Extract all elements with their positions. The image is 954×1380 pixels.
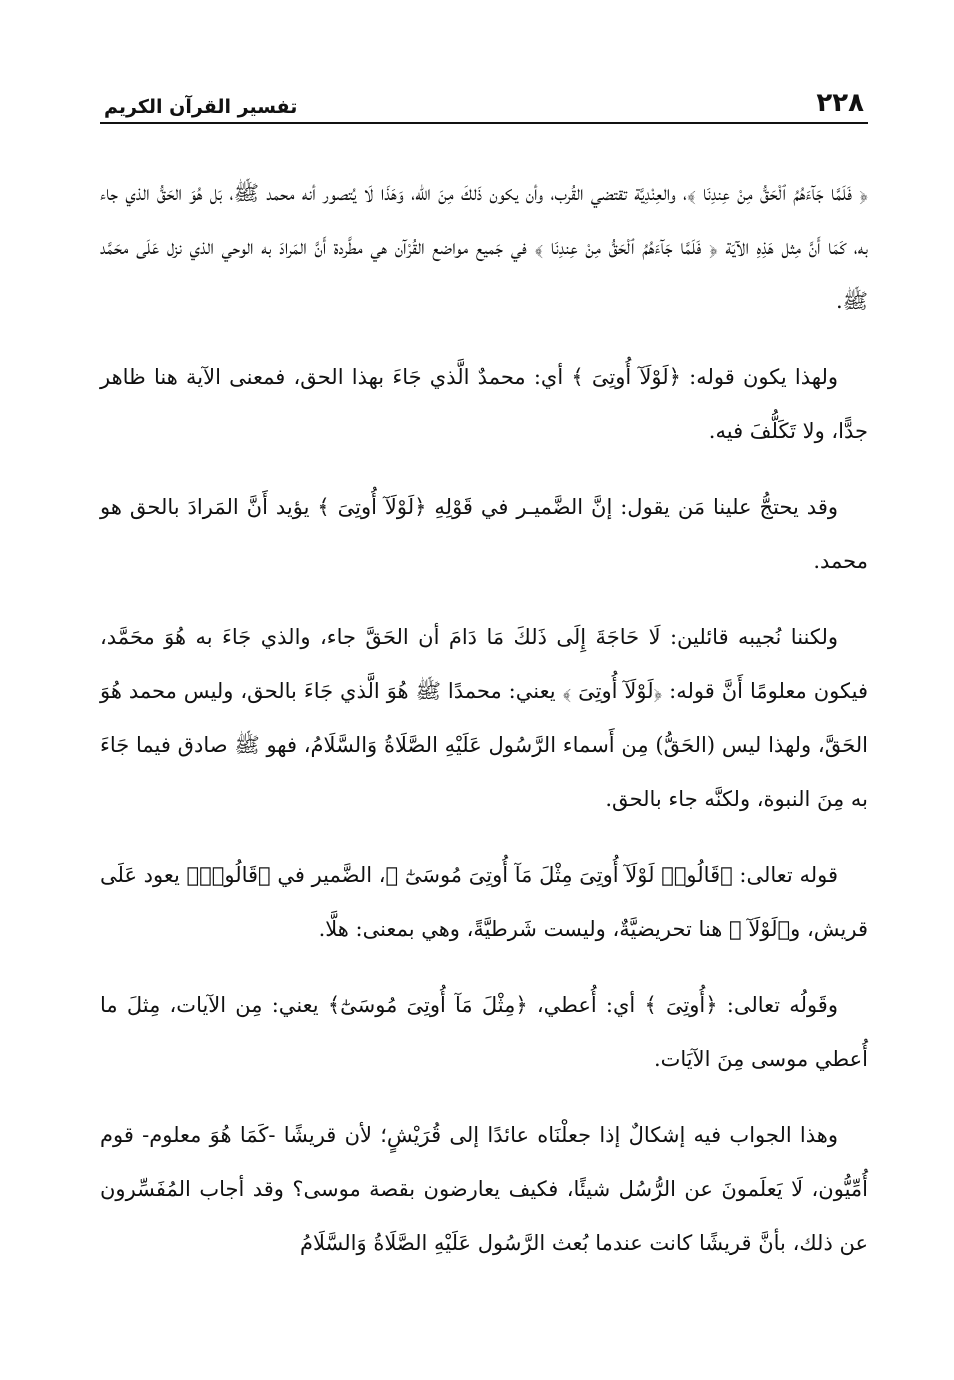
- book-title: تفسير القرآن الكريم: [104, 96, 298, 118]
- page-number: ٢٢٨: [816, 88, 864, 118]
- paragraph: وقد يحتجُّ علينا مَن يقول: إنَّ الضَّميـر في قَوْلِهِ ﴿لَوْلَآ أُوتِىَ ﴾ يؤيد أَنَّ المَرادَ بالحق هو محمد.: [100, 495, 868, 573]
- paragraph: قوله تعالى: ﴿قَالُوا۟ لَوْلَآ أُوتِىَ مِثْلَ مَآ أُوتِىَ مُوسَىٰٓ ﴾، الضَّمير في ﴿قَالُوا۟﴾ يعود عَلَى قريش، و﴿لَوْلَآ ﴾ هنا تحريضيَّةٌ، وليست شَرطيَّةً، وهي بمعنى: هلَّا.: [100, 863, 868, 941]
- paragraph: ﴿ فَلَمَّا جَآءَهُمُ ٱلْحَقُّ مِنْ عِندِنَا ﴾، والعِنْدِيَّة تقتضي القُرب، وأن يكون ذَلكَ مِنَ الله، وَهَذَا لَا يُتصور أنه محمد ﷺ، بَل هُوَ الحَقُّ الذي جاء به، كَمَا أَنَّ مِثل هَذِهِ الآيَة ﴿ فَلَمَّا جَآءَهُمُ ٱلْحَقُّ مِنْ عِندِنَا ﴾ في جَميع مواضع القُرْآن هي مطَّردة أَنَّ المَرادَ به الوحي الذي نزل عَلَى محَمَّد ﷺ.: [100, 181, 868, 313]
- paragraph: ولهذا يكون قوله: ﴿لَوْلَآ أُوتِىَ ﴾ أي: محمدٌ الَّذي جَاءَ بهذا الحق، فمعنى الآية هنا ظاهر جدًّا، ولا تَكَلُّفَ فيه.: [100, 365, 868, 443]
- body-text: [100, 166, 868, 1270]
- paragraph: وقَولُه تعالى: ﴿أُوتِىَ ﴾ أي: أُعطي، ﴿مِثْلَ مَآ أُوتِىَ مُوسَىٰٓ﴾ يعني: مِن الآيات، مِثلَ ما أُعطي موسى مِنَ الآيَات.: [100, 993, 868, 1071]
- book-page: [100, 78, 868, 1318]
- paragraph: ولكننا نُجيبه قائلين: لَا حَاجَةَ إِلَى ذَلكَ مَا دَامَ أن الحَقَّ جاء، والذي جَاءَ به هُوَ محَمَّد، فيكون معلومًا أَنَّ قوله: ﴿لَوْلَآ أُوتِىَ ﴾ يعني: محمدًا ﷺ هُوَ الَّذي جَاءَ بالحق، وليس محمد هُوَ الحَقَّ، ولهذا ليس (الحَقُّ) مِن أَسماء الرَّسُول عَلَيْهِ الصَّلَاةُ وَالسَّلَامُ، فهو ﷺ صادق فيما جَاءَ به مِنَ النبوة، ولكنَّه جاء بالحق.: [100, 625, 868, 811]
- paragraph: وهذا الجواب فيه إشكالٌ إذا جعلْنَاه عائدًا إلى قُرَيْشٍ؛ لأن قريشًا -كَمَا هُوَ معلوم- قوم أُمِّيُّون، لَا يَعلَمونَ عن الرُّسُل شيئًا، فكيف يعارضون بقصة موسى؟ وقد أجاب المُفَسِّرون عن ذلك، بأنَّ قريشًا كانت عندما بُعث الرَّسُول عَلَيْهِ الصَّلَاةُ وَالسَّلَامُ: [100, 1123, 868, 1255]
- running-header: [100, 78, 868, 124]
